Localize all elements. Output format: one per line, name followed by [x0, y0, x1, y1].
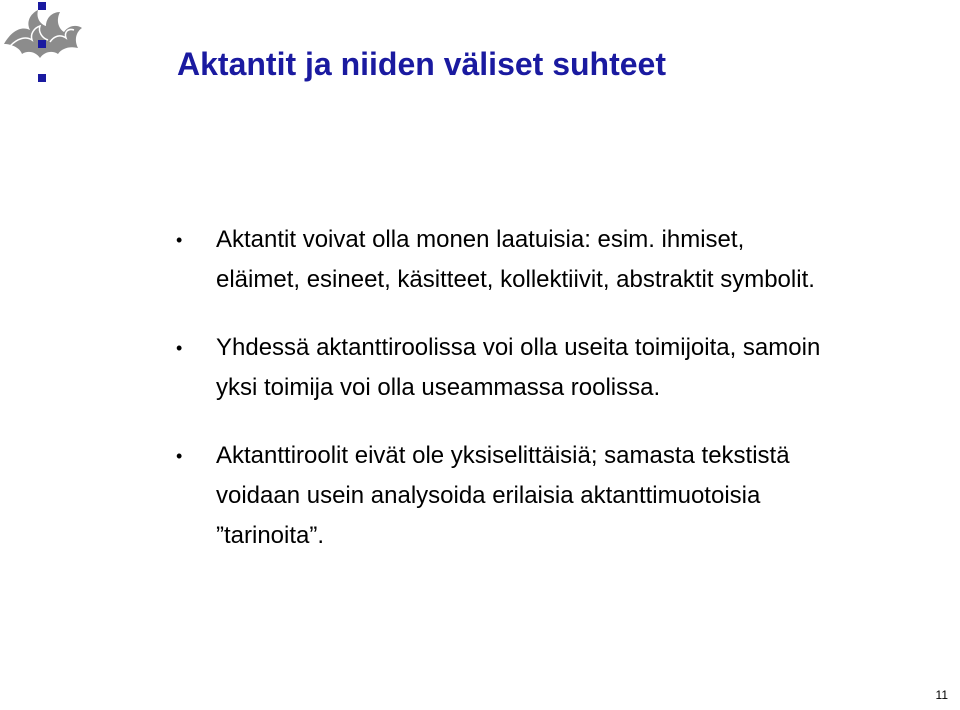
bullet-dot-icon: • [176, 338, 183, 358]
university-flame-logo-icon [0, 0, 100, 90]
bullet-item [176, 436, 936, 556]
bullet-list [176, 220, 936, 556]
bullet-dot-icon: • [176, 230, 183, 250]
bullet-dot-icon: • [176, 446, 183, 466]
bullet-text: Aktantit voivat olla monen laatuisia: esim. ihmiset, eläimet, esineet, käsitteet, kollektiivit, abstraktit symbolit. [216, 226, 815, 293]
bullet-item [176, 328, 936, 408]
bullet-item [176, 220, 936, 300]
slide-title: Aktantit ja niiden väliset suhteet [177, 46, 666, 82]
bullet-text: Aktanttiroolit eivät ole yksiselittäisiä; samasta tekstistä voidaan usein analysoida erilaisia aktanttimuotoisia ”tarinoita”. [216, 442, 790, 549]
bullet-text: Yhdessä aktanttiroolissa voi olla useita toimijoita, samoin yksi toimija voi olla useammassa roolissa. [216, 334, 821, 401]
page-number: 11 [935, 688, 948, 702]
